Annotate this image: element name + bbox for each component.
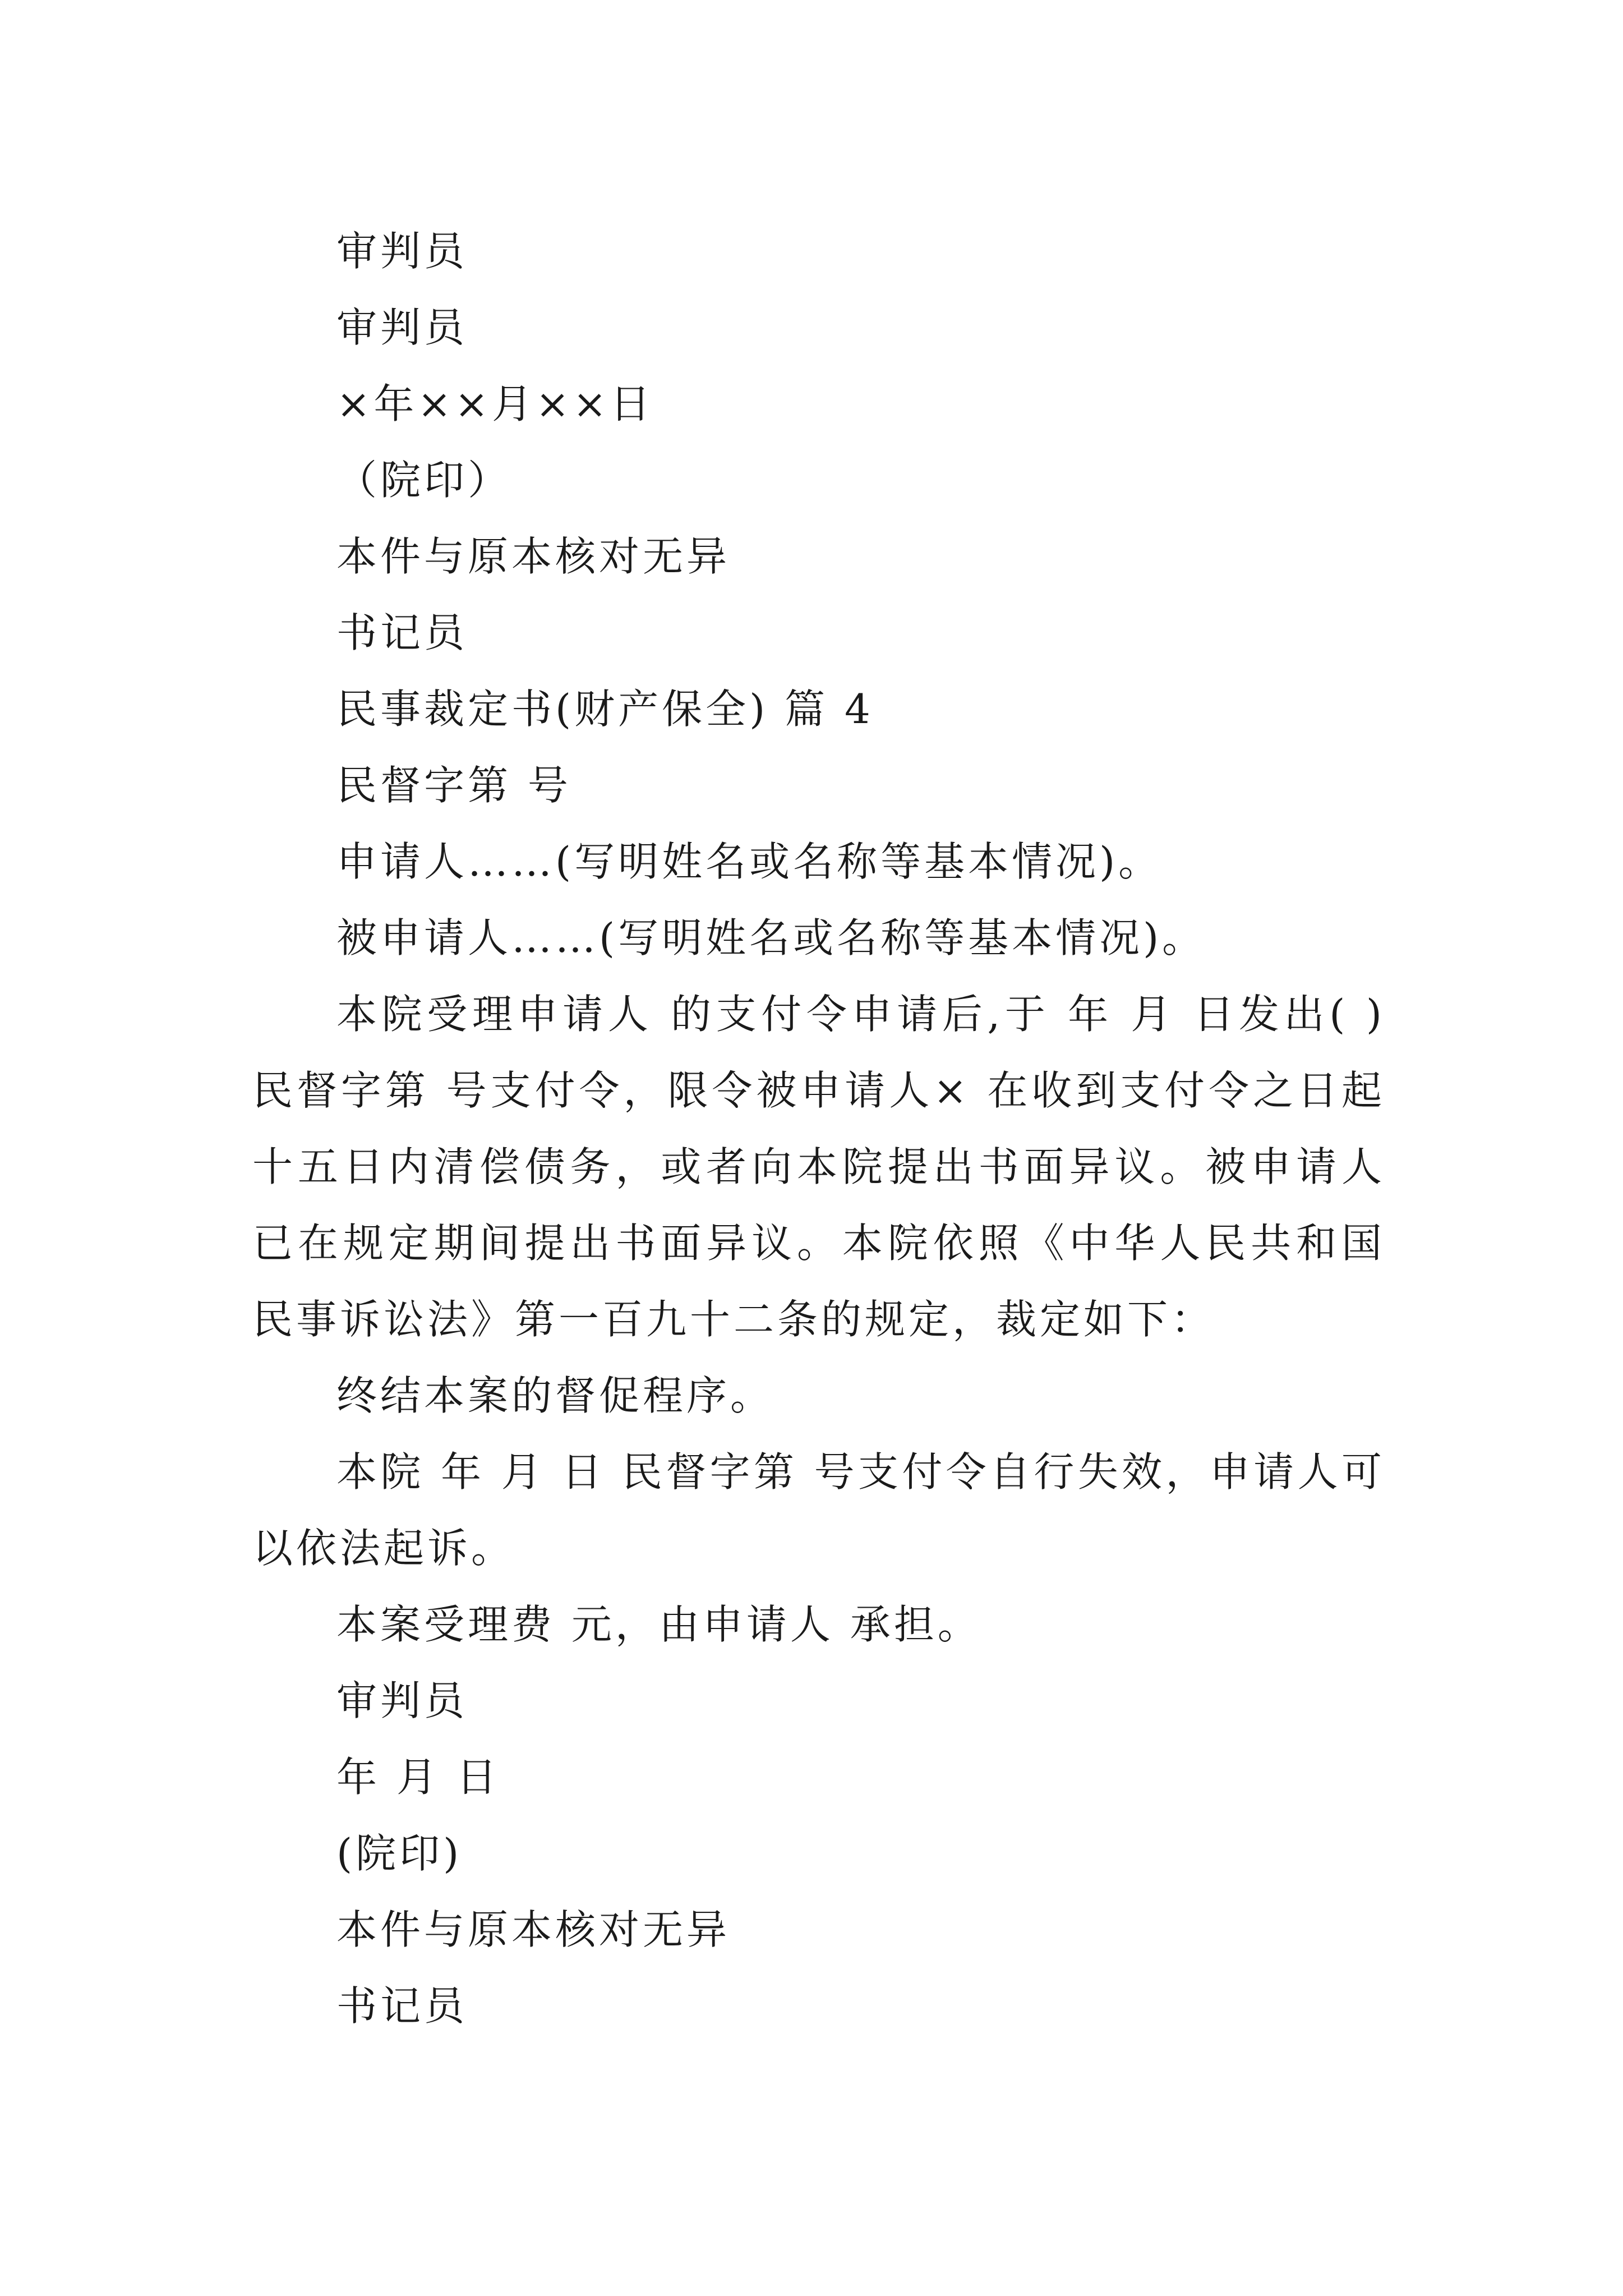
verification-note-2: 本件与原本核对无异 — [336, 1906, 731, 1953]
case-number: 民督字第 号 — [336, 762, 571, 809]
date-line-2: 年 月 日 — [336, 1754, 500, 1801]
applicant-line: 申请人……(写明姓名或名称等基本情况)。 — [336, 838, 1163, 885]
clerk-line: 书记员 — [336, 609, 468, 656]
signature-judge-2: 审判员 — [336, 304, 468, 351]
body-paragraph-1: 本院受理申请人 的支付令申请后,于 年 月 日发出( )民督字第 号支付令，限令被申请人× 在收到支付令之日起十五日内清偿债务，或者向本院提出书面异议。被申请人已在规定期间提出书面异议。本院依照《中华人民共和国民事诉讼法》第一百九十二条的规定，裁定如下： — [252, 991, 1385, 1343]
signature-judge-1: 审判员 — [336, 228, 468, 275]
ruling-line: 终结本案的督促程序。 — [336, 1372, 774, 1419]
date-line: ×年××月××日 — [336, 380, 654, 427]
section-title: 民事裁定书(财产保全) 篇 4 — [336, 685, 874, 733]
body-paragraph-2: 本院 年 月 日 民督字第 号支付令自行失效，申请人可以依法起诉。 — [252, 1448, 1385, 1572]
verification-note: 本件与原本核对无异 — [336, 533, 731, 580]
document-body — [252, 213, 1385, 2044]
fee-line: 本案受理费 元，由申请人 承担。 — [336, 1601, 981, 1648]
respondent-line: 被申请人……(写明姓名或名称等基本情况)。 — [336, 914, 1206, 961]
court-seal-note: （院印） — [336, 457, 512, 504]
signature-judge-3: 审判员 — [336, 1677, 468, 1724]
clerk-line-2: 书记员 — [336, 1982, 468, 2030]
court-seal-note-2: (院印) — [336, 1830, 463, 1877]
